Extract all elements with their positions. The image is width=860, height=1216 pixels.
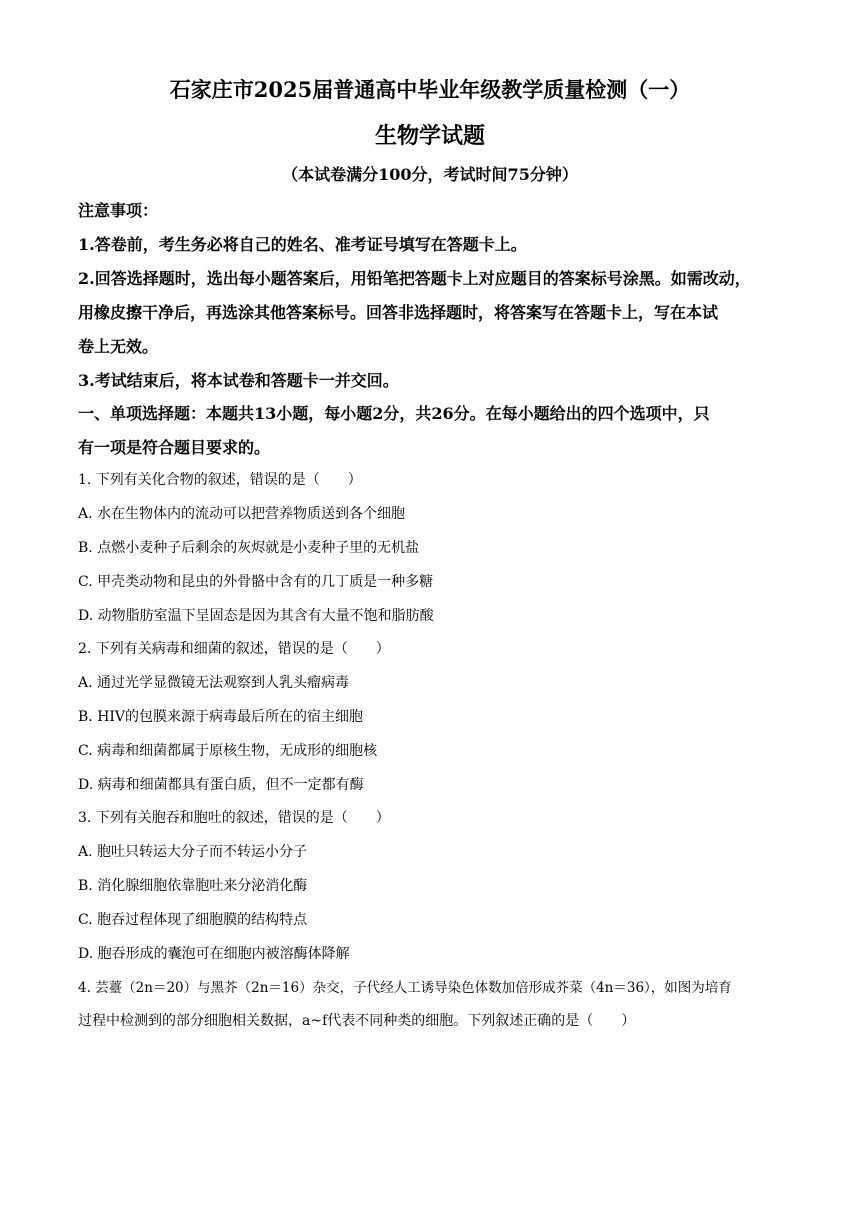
question-stem: 过程中检测到的部分细胞相关数据，a~f代表不同种类的细胞。下列叙述正确的是（ ） xyxy=(78,1013,636,1029)
note-line: 3.考试结束后，将本试卷和答题卡一并交回。 xyxy=(78,371,399,390)
question-option: C. 甲壳类动物和昆虫的外骨骼中含有的几丁质是一种多糖 xyxy=(78,574,434,590)
question-stem: 1. 下列有关化合物的叙述，错误的是（ ） xyxy=(78,472,362,488)
question-option: C. 胞吞过程体现了细胞膜的结构特点 xyxy=(78,912,308,928)
question-option: B. HIV的包膜来源于病毒最后所在的宿主细胞 xyxy=(78,709,364,725)
exam-title: 石家庄市2025届普通高中毕业年级教学质量检测（一） xyxy=(169,77,691,102)
question-option: D. 动物脂肪室温下呈固态是因为其含有大量不饱和脂肪酸 xyxy=(78,608,434,624)
section-heading: 有一项是符合题目要求的。 xyxy=(78,438,271,457)
question-option: B. 点燃小麦种子后剩余的灰烬就是小麦种子里的无机盐 xyxy=(78,540,420,556)
note-line: 卷上无效。 xyxy=(78,337,159,356)
question-option: B. 消化腺细胞依靠胞吐来分泌消化酶 xyxy=(78,878,308,894)
exam-info: （本试卷满分100分，考试时间75分钟） xyxy=(282,165,578,184)
question-option: A. 水在生物体内的流动可以把营养物质送到各个细胞 xyxy=(78,506,406,522)
notes-heading: 注意事项： xyxy=(78,201,159,220)
question-option: D. 病毒和细菌都具有蛋白质，但不一定都有酶 xyxy=(78,777,364,793)
question-option: A. 胞吐只转运大分子而不转运小分子 xyxy=(78,844,308,860)
section-heading: 一、单项选择题：本题共13小题，每小题2分，共26分。在每小题给出的四个选项中，只 xyxy=(78,404,710,423)
note-line: 1.答卷前，考生务必将自己的姓名、准考证号填写在答题卡上。 xyxy=(78,235,527,254)
question-stem: 2. 下列有关病毒和细菌的叙述，错误的是（ ） xyxy=(78,641,390,657)
question-stem: 3. 下列有关胞吞和胞吐的叙述，错误的是（ ） xyxy=(78,810,390,826)
question-option: D. 胞吞形成的囊泡可在细胞内被溶酶体降解 xyxy=(78,946,350,962)
question-stem: 4. 芸薹（2n＝20）与黑芥（2n＝16）杂交，子代经人工诱导染色体数加倍形成芥菜（4n＝36），如图为培育 xyxy=(78,980,732,996)
question-option: C. 病毒和细菌都属于原核生物，无成形的细胞核 xyxy=(78,743,378,759)
note-line: 2.回答选择题时，选出每小题答案后，用铅笔把答题卡上对应题目的答案标号涂黑。如需改动， xyxy=(78,269,751,288)
question-option: A. 通过光学显微镜无法观察到人乳头瘤病毒 xyxy=(78,675,350,691)
exam-subtitle: 生物学试题 xyxy=(374,123,485,149)
note-line: 用橡皮擦干净后，再选涂其他答案标号。回答非选择题时，将答案写在答题卡上，写在本试 xyxy=(78,303,719,322)
